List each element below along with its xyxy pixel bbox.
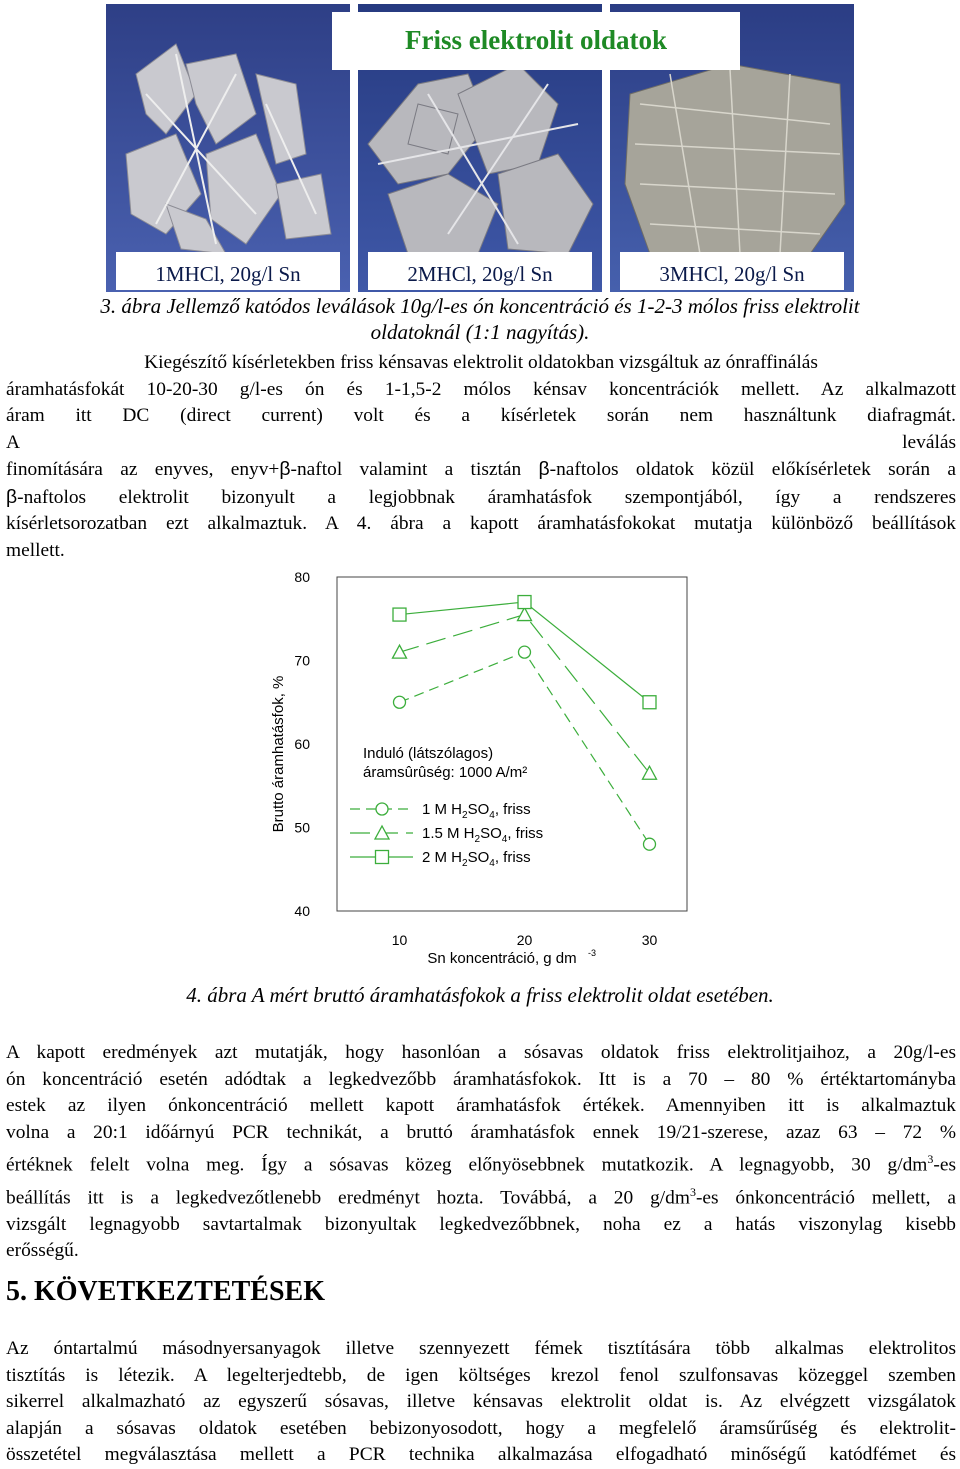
p2-line8: erősségű. [6, 1240, 79, 1262]
photo-1-label: 1MHCl, 20g/l Sn [116, 252, 340, 290]
p1-line4c: -naftolos oldatok közül előkísérletek során a [549, 459, 956, 480]
paragraph-2 [6, 1040, 956, 1265]
p3-line5: összetétel megválasztása mellett a PCR technika alkalmazása elfogadható minőségű katódfémet és [6, 1444, 956, 1465]
x-axis-label-sup: -3 [588, 948, 597, 958]
p1-line1: Kiegészítő kísérletekben friss kénsavas elektrolit oldatokban vizsgáltuk az ónraffinálás [144, 352, 818, 373]
p2-line5a: értéknek felelt volna meg. Így a sósavas közeg előnyösebbnek mutatkozik. A legnagyobb, 30 g/dm [6, 1154, 928, 1176]
p1-line8: mellett. [6, 539, 65, 561]
series-1-point [519, 646, 531, 658]
p2-line2: ón koncentráció esetén adódtak a legkedvezőbb áramhatásfokok. Itt is a 70 – 80 % értéktartományba [6, 1068, 956, 1090]
series-3-point [518, 596, 531, 609]
legend-text: 1 M H [422, 801, 463, 818]
p3-line1: Az óntartalmú másodnyersanyagok illetve szennyezett fémek tisztítására több alkalmas elektrolitos [6, 1338, 956, 1359]
p1-line3a: áram itt DC (direct current) volt és a kísérletek során nem használtunk diafragmát. [6, 405, 956, 426]
legend-text: , friss [494, 849, 531, 866]
y-tick-label: 70 [294, 652, 310, 669]
beta-symbol: β [6, 485, 18, 508]
crystal-image-1 [106, 4, 350, 292]
legend-subscript: 4 [489, 810, 495, 821]
paragraph-1 [6, 350, 956, 564]
x-axis-label: Sn koncentráció, g dm [427, 950, 577, 967]
p1-line3 [6, 403, 956, 430]
p1-line4a: finomítására az enyves, enyv+ [6, 459, 280, 480]
y-tick-label: 60 [294, 736, 310, 752]
p1-line4b: -naftol valamint a tisztán [290, 459, 539, 480]
figure3-photos [106, 4, 854, 292]
legend-label-3 [422, 849, 531, 869]
photo-2-label: 2MHCl, 20g/l Sn [368, 252, 592, 290]
photo-1-deposit [106, 4, 350, 292]
p3-line2: tisztítás is létezik. A legelterjedtebb, de igen költséges krezol fenol szulfonsavas közeggel szemben [6, 1364, 956, 1386]
x-tick-label: 30 [641, 932, 658, 948]
legend-text: , friss [507, 825, 544, 842]
superscript-3: 3 [689, 1184, 696, 1199]
x-tick-label: 20 [516, 932, 533, 948]
beta-symbol: β [538, 458, 550, 480]
figure4-caption: 4. ábra A mért bruttó áramhatásfokok a friss elektrolit oldat esetében. [186, 983, 774, 1007]
p1-line7: kísérletsorozatban ezt alkalmaztuk. A 4. ábra a kapott áramhatásfokokat mutatja különböző beállítások [6, 513, 956, 534]
p2-line6a: beállítás itt is a legkedvezőtlenebb eredményt hozta. Továbbá, a 20 g/dm [6, 1187, 690, 1209]
legend-label-1 [422, 801, 531, 821]
legend-subscript: 2 [474, 834, 481, 845]
y-tick-label: 50 [294, 819, 310, 836]
p2-line5b: -es [933, 1154, 956, 1176]
y-axis-label: Brutto áramhatásfok, % [270, 675, 287, 833]
p2-line6b: -es ónkoncentráció mellett, a [695, 1187, 956, 1209]
p1-line2a: áramhatásfokát 10-20-30 g/l-es ón és 1-1,5-2 mólos kénsav koncentrációk mellett. [6, 378, 821, 400]
legend-text: , friss [494, 801, 531, 818]
p2-line3: estek az ilyen ónkoncentráció mellett kapott áramhatásfok értékek. Amennyiben itt is alkalmaztuk [6, 1095, 956, 1116]
legend-text: SO [467, 801, 490, 818]
series-3-point [643, 696, 656, 709]
series-1-point [394, 696, 406, 708]
legend-subscript: 4 [501, 834, 508, 845]
series-2-point [643, 766, 657, 779]
series-2-point [518, 608, 532, 621]
section5-heading: 5. KÖVETKEZTETÉSEK [6, 1276, 325, 1307]
legend-marker-1 [376, 803, 388, 815]
p1-line4 [6, 430, 956, 457]
p2-line5 [6, 1146, 956, 1179]
annotation-line1: Induló (látszólagos) [363, 745, 494, 762]
y-tick-label: 40 [294, 903, 310, 919]
annotation-line2: áramsûrûség: 1000 A/m² [363, 764, 528, 781]
legend-label-2 [422, 825, 543, 845]
superscript-3: 3 [927, 1152, 934, 1166]
figure3-caption-line2: oldatoknál (1:1 nagyítás). [370, 320, 590, 344]
p3-line3: sikerrel alkalmazható az egyszerű sósavas, illetve kénsavas elektrolit oldat is. Az elvégzett vizsgálatok [6, 1391, 956, 1412]
p1-line5: -naftolos elektrolit bizonyult a legjobbnak áramhatásfok szempontjából, így a rendszeres [17, 486, 956, 508]
legend-text: 2 M H [422, 849, 463, 866]
photo-3-label: 3MHCl, 20g/l Sn [620, 252, 844, 290]
efficiency-chart [250, 560, 710, 980]
p3-line4: alapján a sósavas oldatok esetében bebizonyosodott, hogy a megfelelő áramsűrűség és elektrolit- [6, 1417, 956, 1439]
p1-line6 [6, 484, 956, 512]
p1-line2 [6, 377, 956, 404]
legend-text: SO [480, 825, 502, 842]
figure3-title: Friss elektrolit oldatok [332, 12, 740, 70]
p1-line5 [6, 456, 956, 484]
p2-line4: volna a 20:1 időárnyú PCR technikát, a bruttó áramhatásfok ennek 19/21-szerese, azaz 63 – 72 % [6, 1121, 956, 1143]
p1-line3b: A leválás [6, 431, 956, 453]
legend-subscript: 2 [462, 858, 468, 869]
legend-text: 1.5 M H [422, 825, 475, 842]
p1-line2b: Az alkalmazott [820, 378, 956, 400]
figure3-caption [0, 293, 960, 345]
p2-line1: A kapott eredmények azt mutatják, hogy hasonlóan a sósavas oldatok friss elektrolitjaihoz, a 20g/l-es [6, 1042, 956, 1063]
legend-subscript: 4 [489, 858, 495, 869]
series-2-point [393, 645, 407, 658]
legend-text: SO [467, 849, 490, 866]
paragraph-3 [6, 1336, 956, 1469]
figure3-caption-line1: 3. ábra Jellemző katódos leválások 10g/l-es ón koncentráció és 1-2-3 mólos friss elektrolit [100, 294, 860, 318]
series-1-point [644, 838, 656, 850]
legend-subscript: 2 [462, 810, 468, 821]
y-tick-label: 80 [294, 569, 310, 585]
beta-symbol: β [279, 458, 291, 480]
series-3-point [393, 608, 406, 621]
p2-line7: vizsgált legnagyobb savtartalmak bizonyultak legkedvezőbbnek, noha ez a hatás viszonylag kisebb [6, 1213, 956, 1235]
x-tick-label: 10 [391, 932, 408, 948]
p2-line6 [6, 1179, 956, 1212]
legend-marker-3 [376, 851, 389, 864]
